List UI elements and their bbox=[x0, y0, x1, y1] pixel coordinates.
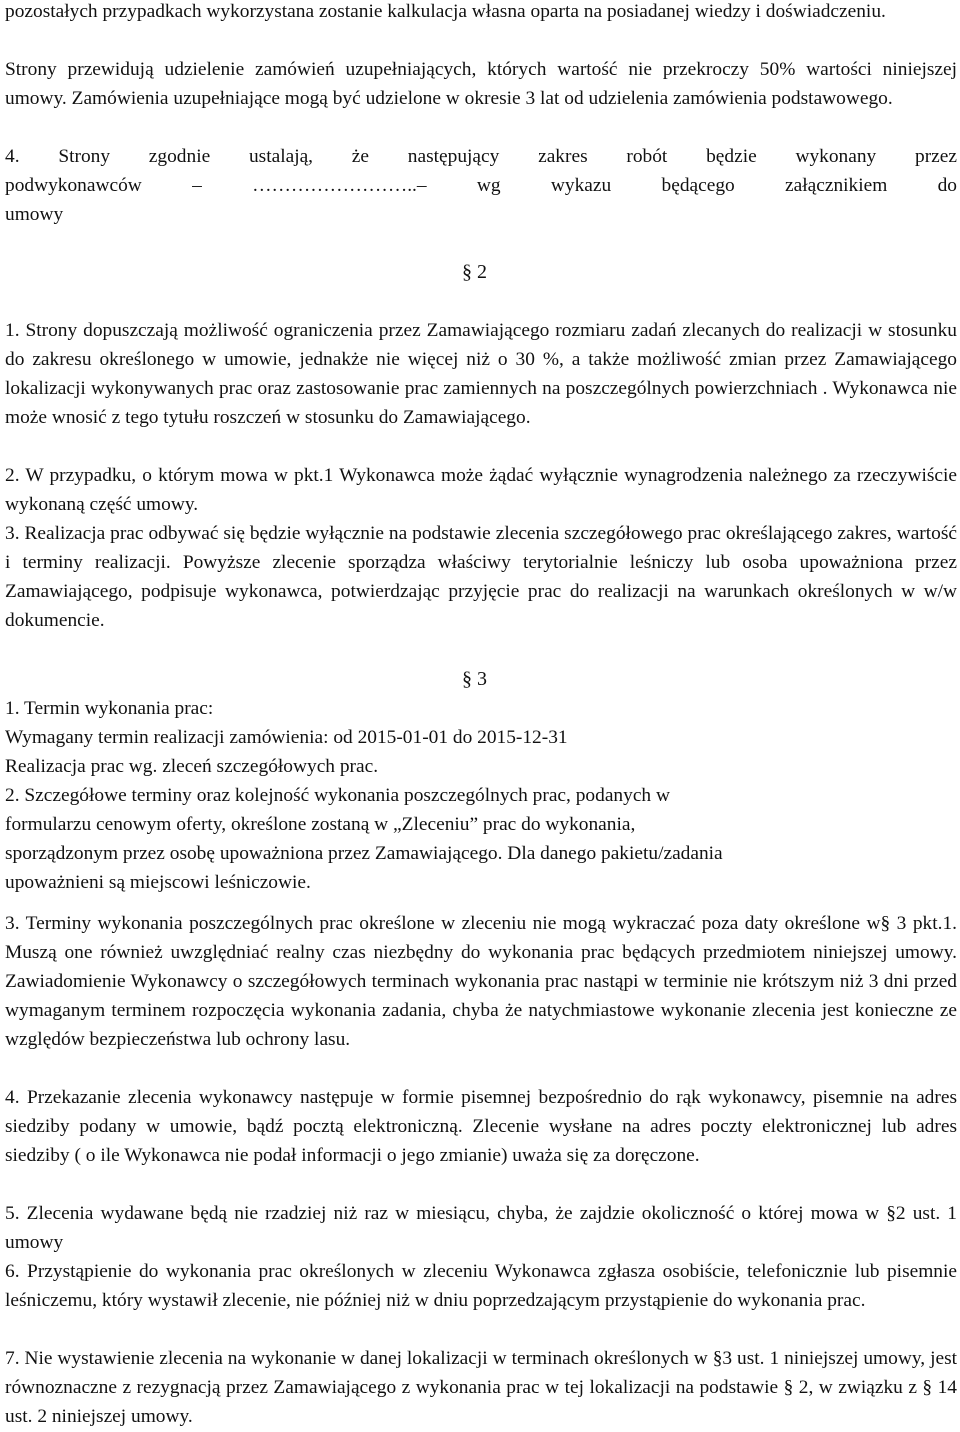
paragraph-4-line-2: podwykonawców – ……………………..– wg wykazu będącego załącznikiem do bbox=[5, 175, 957, 196]
section-2-paragraph-3: 3. Realizacja prac odbywać się będzie wyłącznie na podstawie zlecenia szczegółowego prac określającego zakres, wartość i terminy realizacji. Powyższe zlecenie sporządza właściwy terytorialnie leśniczy lub osoba upoważniona przez Zamawiającego, podpisuje wykonawca, potwierdzając przyjęcie prac do realizacji na warunkach określonych w w/w dokumencie. bbox=[5, 523, 957, 631]
section-2-paragraph-2: 2. W przypadku, o którym mowa w pkt.1 Wykonawca może żądać wyłącznie wynagrodzenia należnego za rzeczywiście wykonaną część umowy. bbox=[5, 465, 957, 515]
section-3-paragraph-2-line-1: 2. Szczegółowe terminy oraz kolejność wykonania poszczególnych prac, podanych w bbox=[5, 785, 670, 806]
section-3-line-2: Wymagany termin realizacji zamówienia: od 2015-01-01 do 2015-12-31 bbox=[5, 727, 568, 748]
paragraph-supplementary-orders: Strony przewidują udzielenie zamówień uzupełniających, których wartość nie przekroczy 50% wartości niniejszej umowy. Zamówienia uzupełniające mogą być udzielone w okresie 3 lat od udzielenia zamówienia podstawowego. bbox=[5, 59, 957, 109]
section-3-paragraph-7: 7. Nie wystawienie zlecenia na wykonanie w danej lokalizacji w terminach określonych w §3 ust. 1 niniejszej umowy, jest równoznaczne z rezygnacją przez Zamawiającego z wykonania prac w tej lokalizacji na podstawie § 2, w związku z § 14 ust. 2 niniejszej umowy. bbox=[5, 1348, 957, 1427]
section-3-line-1: 1. Termin wykonania prac: bbox=[5, 698, 214, 719]
section-3-paragraph-3: 3. Terminy wykonania poszczególnych prac określone w zleceniu nie mogą wykraczać poza daty określone w§ 3 pkt.1. Muszą one również uwzględniać realny czas niezbędny do wykonania prac będących przedmiotem niniejszej umowy. Zawiadomienie Wykonawcy o szczegółowych terminach wykonania prac nastąpi w terminie nie krótszym niż 3 dni przed wymaganym terminem rozpoczęcia wykonania zadania, chyba że natychmiastowe wykonanie zlecenia jest konieczne ze względów bezpieczeństwa lub ochrony lasu. bbox=[5, 913, 957, 1050]
paragraph-4-line-3: umowy bbox=[5, 204, 64, 225]
section-3-paragraph-6: 6. Przystąpienie do wykonania prac określonych w zleceniu Wykonawca zgłasza osobiście, telefonicznie lub pisemnie leśniczemu, który wystawił zlecenie, nie później niż w dniu poprzedzającym przystąpienie do wykonania prac. bbox=[5, 1261, 957, 1311]
section-3-paragraph-2-line-3: sporządzonym przez osobę upoważniona przez Zamawiającego. Dla danego pakietu/zadania bbox=[5, 843, 723, 864]
paragraph-4-line-1: 4. Strony zgodnie ustalają, że następujący zakres robót będzie wykonany przez bbox=[5, 146, 957, 167]
section-3-heading: § 3 bbox=[462, 668, 487, 690]
section-3-paragraph-5: 5. Zlecenia wydawane będą nie rzadziej niż raz w miesiącu, chyba, że zajdzie okoliczność o której mowa w §2 ust. 1 umowy bbox=[5, 1203, 957, 1253]
top-paragraph: pozostałych przypadkach wykorzystana zostanie kalkulacja własna oparta na posiadanej wiedzy i doświadczeniu. bbox=[5, 1, 886, 22]
section-3-paragraph-2-line-2: formularzu cenowym oferty, określone zostaną w „Zleceniu” prac do wykonania, bbox=[5, 814, 636, 835]
section-3-line-3: Realizacja prac wg. zleceń szczegółowych prac. bbox=[5, 756, 379, 777]
section-2-heading: § 2 bbox=[462, 261, 487, 283]
section-3-paragraph-2-line-4: upoważnieni są miejscowi leśniczowie. bbox=[5, 872, 311, 893]
section-3-paragraph-4: 4. Przekazanie zlecenia wykonawcy następuje w formie pisemnej bezpośrednio do rąk wykonawcy, pisemnie na adres siedziby podany w umowie, bądź pocztą elektroniczną. Zlecenie wysłane na adres poczty elektronicznej lub adres siedziby ( o ile Wykonawca nie podał informacji o jego zmianie) uważa się za doręczone. bbox=[5, 1087, 957, 1166]
section-2-paragraph-1: 1. Strony dopuszczają możliwość ograniczenia przez Zamawiającego rozmiaru zadań zlecanych do realizacji w stosunku do zakresu określonego w umowie, jednakże nie więcej niż o 30 %, a także możliwość zmian przez Zamawiającego lokalizacji wykonywanych prac oraz zastosowanie prac zamiennych na poszczególnych powierzchniach . Wykonawca nie może wnosić z tego tytułu roszczeń w stosunku do Zamawiającego. bbox=[5, 320, 957, 428]
